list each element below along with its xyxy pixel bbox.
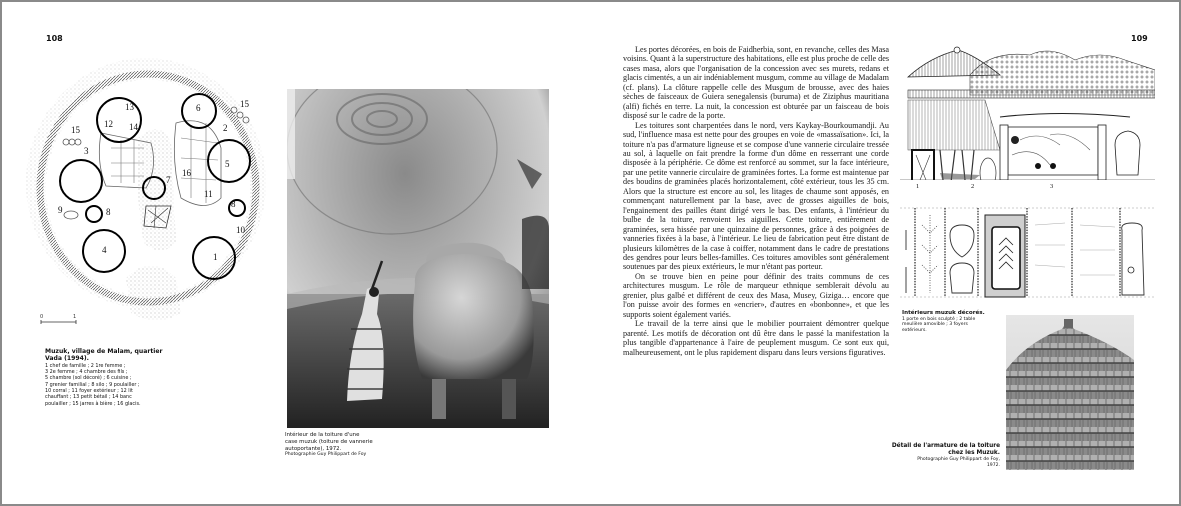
roof-caption-line: chez les Muzuk. bbox=[948, 450, 1000, 456]
plan-caption-line: 1 chef de famille ; 2 1re femme ; bbox=[45, 362, 126, 369]
plan-caption bbox=[45, 348, 165, 407]
svg-text:11: 11 bbox=[204, 189, 213, 199]
paragraph: Les portes décorées, en bois de Faidherbia, sont, en revanche, celles des Masa voisins. Quant à la superstructure des habitations, elle est plus proche de celle des cases masa, alors que l'organisation de la concession avec ses murets, redans et glacis cimentés, a un air indéniablement musgum, comme au village de Madalam (cf. plans). La clôture rappelle celle des Musgum de brousse, avec des haies sèches de faisceaux de Guiera senegalensis (buruma) et de Ziziphus mauritiana (alfi) fichés en terre. La nuit, la concession est obturée par un faisceau de bois disposé sur le cadre de la porte. bbox=[623, 45, 889, 121]
roof-interior-photo bbox=[287, 89, 549, 428]
paragraph: Le travail de la terre ainsi que le mobilier pourraient démontrer quelque parenté. Les motifs de décoration ont dû être dans le passé la manifestation la plus tangible d'appartenance à l'aire de peuplement musgum. Ce sont eux qui, malheureusement, ont le plus rapidement disparu dans leurs versions figuratives. bbox=[623, 319, 889, 357]
photo-roof-interior-icon bbox=[287, 89, 549, 428]
svg-text:1: 1 bbox=[73, 314, 77, 320]
interior-caption-line: Intérieur de la toiture d'une bbox=[285, 432, 360, 438]
interior-caption-line: case muzuk (toiture de vannerie bbox=[285, 438, 373, 445]
page-number-right: 109 bbox=[1131, 34, 1148, 43]
interiors-caption-line: extérieurs. bbox=[902, 327, 927, 333]
interior-photo-credit: Photographie Guy Philippart de Foy bbox=[285, 452, 367, 458]
svg-text:15: 15 bbox=[240, 99, 249, 109]
interiors-caption bbox=[902, 310, 1002, 333]
interior-caption-line: autoportante), 1972. bbox=[285, 445, 342, 452]
svg-text:4: 4 bbox=[102, 245, 107, 255]
roof-photo-caption bbox=[868, 443, 1000, 469]
paragraph: Les toitures sont charpentées dans le nord, vers Kaykay-Bourkoumandji. Au sud, l'influence masa est nette pour des groupes en voie de «massaïsation». Ici, la toiture n'a pas d'armature ligneuse et se compose d'une vannerie circulaire tressée au sol, à laquelle on fait prendre la forme d'un dôme en resserrant une corde disposée à la périphérie. Ce dôme est renforcé au sommet, sur la face intérieure, par une petite vannerie circulaire de graminées fortes. La forme est maintenue par des boudins de graminées placés horizontalement, côté extérieur, tous les 35 cm. Alors que la structure est encore au sol, les litages de chaume sont apposés, en commençant naturellement par la base, avec de grosses aiguilles de bois, l'engainement des pailles étant dirigé vers le bas. Des enfants, à l'intérieur du bulbe de la toiture, renvoient les aiguilles. Cette toiture, entièrement de graminées, sera hissée par une quinzaine de personnes, grâce à des poignées de vanneries fixées à la base, à l'intérieur. Le lieu de fabrication peut être distant de plusieurs kilomètres de la case à coiffer, notamment dans le cadre de prestations des gendres pour leurs belles-familles. Ces toitures amovibles sont généralement soutenues par des pieux extérieurs, le mur n'étant pas porteur. bbox=[623, 120, 889, 272]
svg-text:13: 13 bbox=[125, 102, 134, 112]
svg-text:10: 10 bbox=[236, 225, 245, 235]
svg-text:5: 5 bbox=[225, 159, 230, 169]
svg-text:8: 8 bbox=[106, 207, 111, 217]
village-plan-drawing-icon bbox=[26, 48, 271, 333]
photo-thatched-roof-icon bbox=[1006, 315, 1134, 470]
plan-caption-line: poulailler ; 15 jarres à bière ; 16 glacis. bbox=[45, 400, 141, 407]
sketch-courtyard-elevation-icon bbox=[900, 45, 1155, 180]
interior-photo-caption bbox=[285, 432, 405, 458]
svg-text:3: 3 bbox=[84, 146, 89, 156]
interiors-caption-title: Intérieurs muzuk décorés. bbox=[902, 310, 985, 316]
svg-text:16: 16 bbox=[182, 168, 191, 178]
body-text bbox=[623, 45, 889, 357]
plan-caption-title: Muzuk, village de Malam, quartier Vada (1994). bbox=[45, 348, 163, 363]
interiors-caption-line: meulière amovible ; 3 foyers bbox=[902, 322, 968, 328]
drawing-label: 1 bbox=[916, 183, 920, 190]
svg-text:7: 7 bbox=[166, 175, 171, 185]
plan-caption-line: 7 grenier familial ; 8 silo ; 9 poulailler ; bbox=[45, 381, 140, 388]
svg-text:15: 15 bbox=[71, 125, 80, 135]
svg-text:9: 9 bbox=[58, 205, 63, 215]
roof-caption-line: Détail de l'armature de la toiture bbox=[891, 443, 1000, 449]
interiors-caption-line: 1 porte en bois sculpté ; 2 table bbox=[902, 316, 976, 322]
svg-text:6: 6 bbox=[196, 103, 201, 113]
plan-caption-line: chauffant ; 13 petit bétail ; 14 banc bbox=[45, 394, 132, 401]
svg-text:1: 1 bbox=[213, 252, 218, 262]
sketch-decorated-interior-icon bbox=[900, 205, 1155, 300]
svg-text:12: 12 bbox=[104, 119, 113, 129]
svg-text:0: 0 bbox=[40, 314, 44, 320]
drawing-label: 2 bbox=[971, 183, 975, 190]
drawing-labels bbox=[900, 183, 1155, 193]
paragraph: On se trouve bien en peine pour définir des traits communs de ces architectures musgum. Le rôle de marqueur ethnique semblerait dévolu au grenier, plus galbé et différent de ceux des Masa, Musey, Giziga… encore que l'on puisse avoir des formes en «encrier», d'autres en «bonbonne», et que les supports soient également variés. bbox=[623, 271, 889, 319]
svg-text:2: 2 bbox=[223, 123, 228, 133]
thatched-roof-photo bbox=[1006, 315, 1134, 470]
page-number-left: 108 bbox=[46, 34, 63, 43]
roof-photo-credit-year: 1972. bbox=[986, 463, 1000, 468]
plan-caption-line: 5 chambre (sol décoré) ; 6 cuisine ; bbox=[45, 375, 132, 382]
roof-photo-credit: Photographie Guy Philippart de Foy, bbox=[917, 457, 1000, 462]
drawing-label: 3 bbox=[1050, 183, 1054, 190]
svg-text:8: 8 bbox=[231, 199, 236, 209]
plan-caption-line: 10 corral ; 11 foyer extérieur ; 12 lit bbox=[45, 388, 133, 394]
plan-caption-line: 3 2e femme ; 4 chambre des fils ; bbox=[45, 369, 128, 376]
svg-text:14: 14 bbox=[129, 122, 138, 132]
